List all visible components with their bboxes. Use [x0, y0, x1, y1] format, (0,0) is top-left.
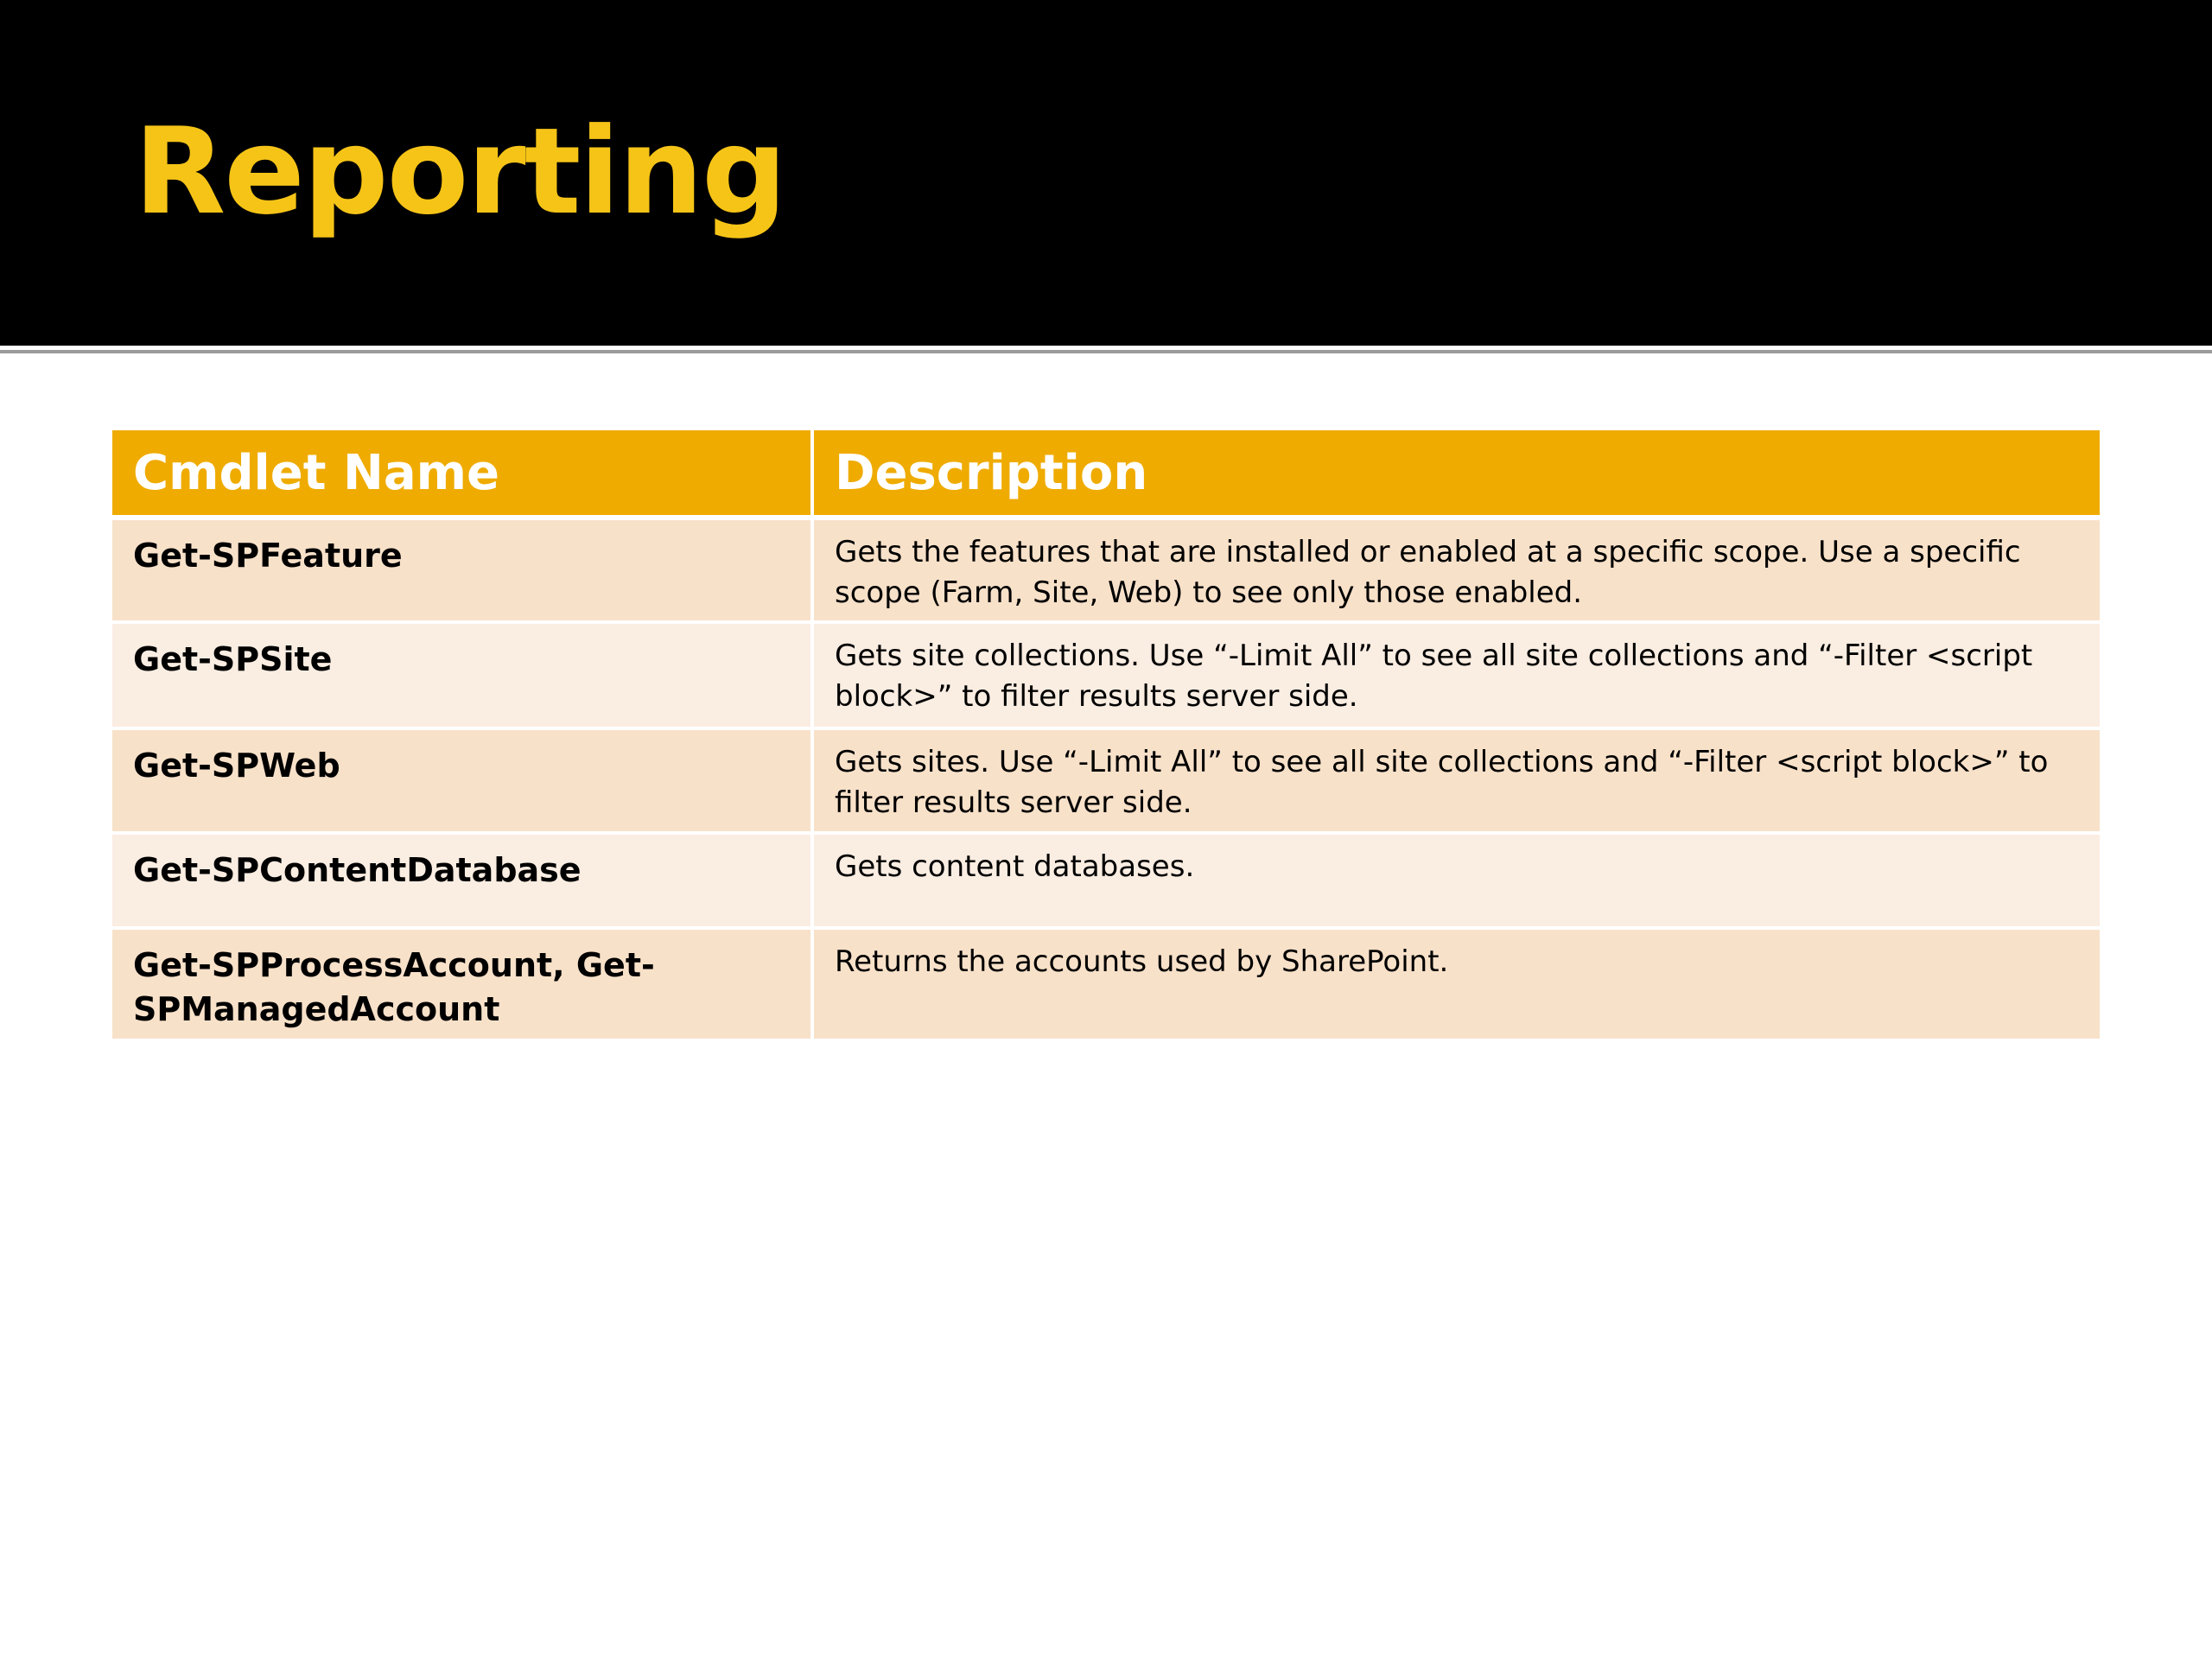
cmdlet-name-cell: Get-SPSite — [112, 624, 810, 730]
description-cell: Gets the features that are installed or enabled at a specific scope. Use a specific scope (Farm, Site, Web) to see only those enabled. — [810, 520, 2100, 624]
title-bar — [0, 0, 2212, 346]
slide-title: Reporting — [134, 102, 785, 241]
description-cell: Returns the accounts used by SharePoint. — [810, 930, 2100, 1042]
table-row — [112, 930, 2100, 1042]
cmdlet-table — [112, 430, 2100, 1042]
cmdlet-name-cell: Get-SPProcessAccount, Get-SPManagedAccount — [112, 930, 810, 1042]
table-row — [112, 730, 2100, 835]
table-row — [112, 520, 2100, 624]
title-divider — [0, 346, 2212, 359]
cmdlet-name-cell: Get-SPWeb — [112, 730, 810, 835]
description-cell: Gets content databases. — [810, 835, 2100, 930]
table-header-row — [112, 430, 2100, 520]
table-row — [112, 835, 2100, 930]
cmdlet-name-cell: Get-SPFeature — [112, 520, 810, 624]
cmdlet-name-cell: Get-SPContentDatabase — [112, 835, 810, 930]
column-header-description: Description — [810, 430, 2100, 520]
column-header-cmdlet-name: Cmdlet Name — [112, 430, 810, 520]
table-row — [112, 624, 2100, 730]
description-cell: Gets sites. Use “-Limit All” to see all site collections and “-Filter <script block>” to filter results server side. — [810, 730, 2100, 835]
description-cell: Gets site collections. Use “-Limit All” to see all site collections and “-Filter <script block>” to filter results server side. — [810, 624, 2100, 730]
